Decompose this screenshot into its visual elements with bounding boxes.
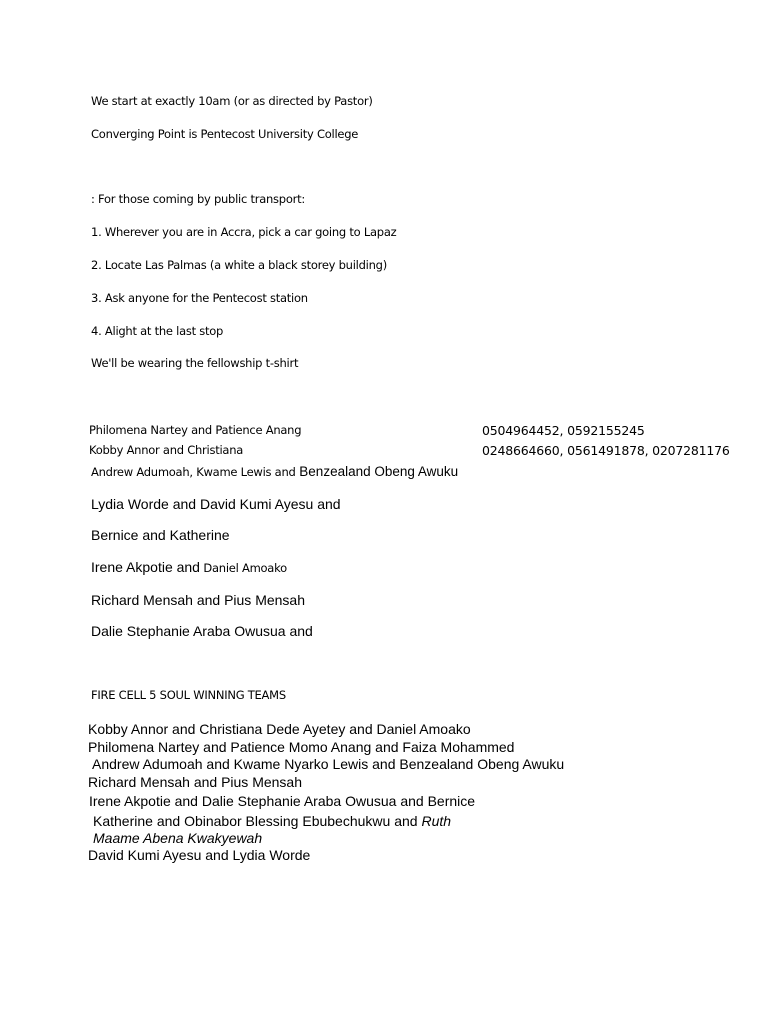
pair-irene-part1: Irene Akpotie and: [91, 559, 200, 575]
team-line-1: Kobby Annor and Christiana Dede Ayetey and Daniel Amoako: [88, 721, 471, 737]
converging-point-text: Converging Point is Pentecost University College: [91, 127, 359, 141]
team-line-2: Philomena Nartey and Patience Momo Anang and Faiza Mohammed: [88, 739, 515, 755]
direction-step-3: 3. Ask anyone for the Pentecost station: [91, 291, 308, 305]
direction-step-1: 1. Wherever you are in Accra, pick a car going to Lapaz: [91, 225, 397, 239]
team-line-6-italic: Ruth: [421, 813, 452, 829]
team-line-4: Richard Mensah and Pius Mensah: [88, 774, 303, 790]
contact-phones-2: 0248664660, 0561491878, 0207281176: [482, 443, 730, 458]
contact-names-3: [91, 464, 458, 480]
contact-names-2: Kobby Annor and Christiana: [89, 443, 244, 457]
contact-names-3-part1: Andrew Adumoah, Kwame Lewis and: [91, 465, 296, 479]
team-line-7: [93, 831, 262, 845]
contact-names-1: Philomena Nartey and Patience Anang: [89, 423, 302, 437]
team-line-8: David Kumi Ayesu and Lydia Worde: [88, 847, 311, 863]
teams-heading: FIRE CELL 5 SOUL WINNING TEAMS: [91, 688, 286, 702]
pair-lydia: Lydia Worde and David Kumi Ayesu and: [91, 496, 341, 512]
pair-bernice: Bernice and Katherine: [91, 527, 230, 543]
directions-heading: : For those coming by public transport:: [91, 192, 305, 206]
pair-richard: Richard Mensah and Pius Mensah: [91, 592, 306, 608]
pair-dalie: Dalie Stephanie Araba Owusua and: [91, 623, 313, 639]
contact-names-3-part2: Benzealand Obeng Awuku: [295, 464, 459, 479]
team-line-6: [93, 814, 451, 828]
tshirt-note: We'll be wearing the fellowship t-shirt: [91, 356, 299, 370]
team-line-5: Irene Akpotie and Dalie Stephanie Araba Owusua and Bernice: [89, 793, 476, 809]
team-line-3: Andrew Adumoah and Kwame Nyarko Lewis and Benzealand Obeng Awuku: [92, 756, 565, 772]
contact-phones-1: 0504964452, 0592155245: [482, 423, 645, 438]
team-line-7-italic: Maame Abena Kwakyewah: [93, 830, 263, 846]
pair-irene: [91, 560, 287, 576]
direction-step-2: 2. Locate Las Palmas (a white a black storey building): [91, 258, 387, 272]
start-time-text: We start at exactly 10am (or as directed by Pastor): [91, 94, 373, 108]
pair-irene-part2: Daniel Amoako: [199, 561, 287, 575]
team-line-6-plain: Katherine and Obinabor Blessing Ebubechukwu and: [93, 813, 422, 829]
direction-step-4: 4. Alight at the last stop: [91, 324, 224, 338]
